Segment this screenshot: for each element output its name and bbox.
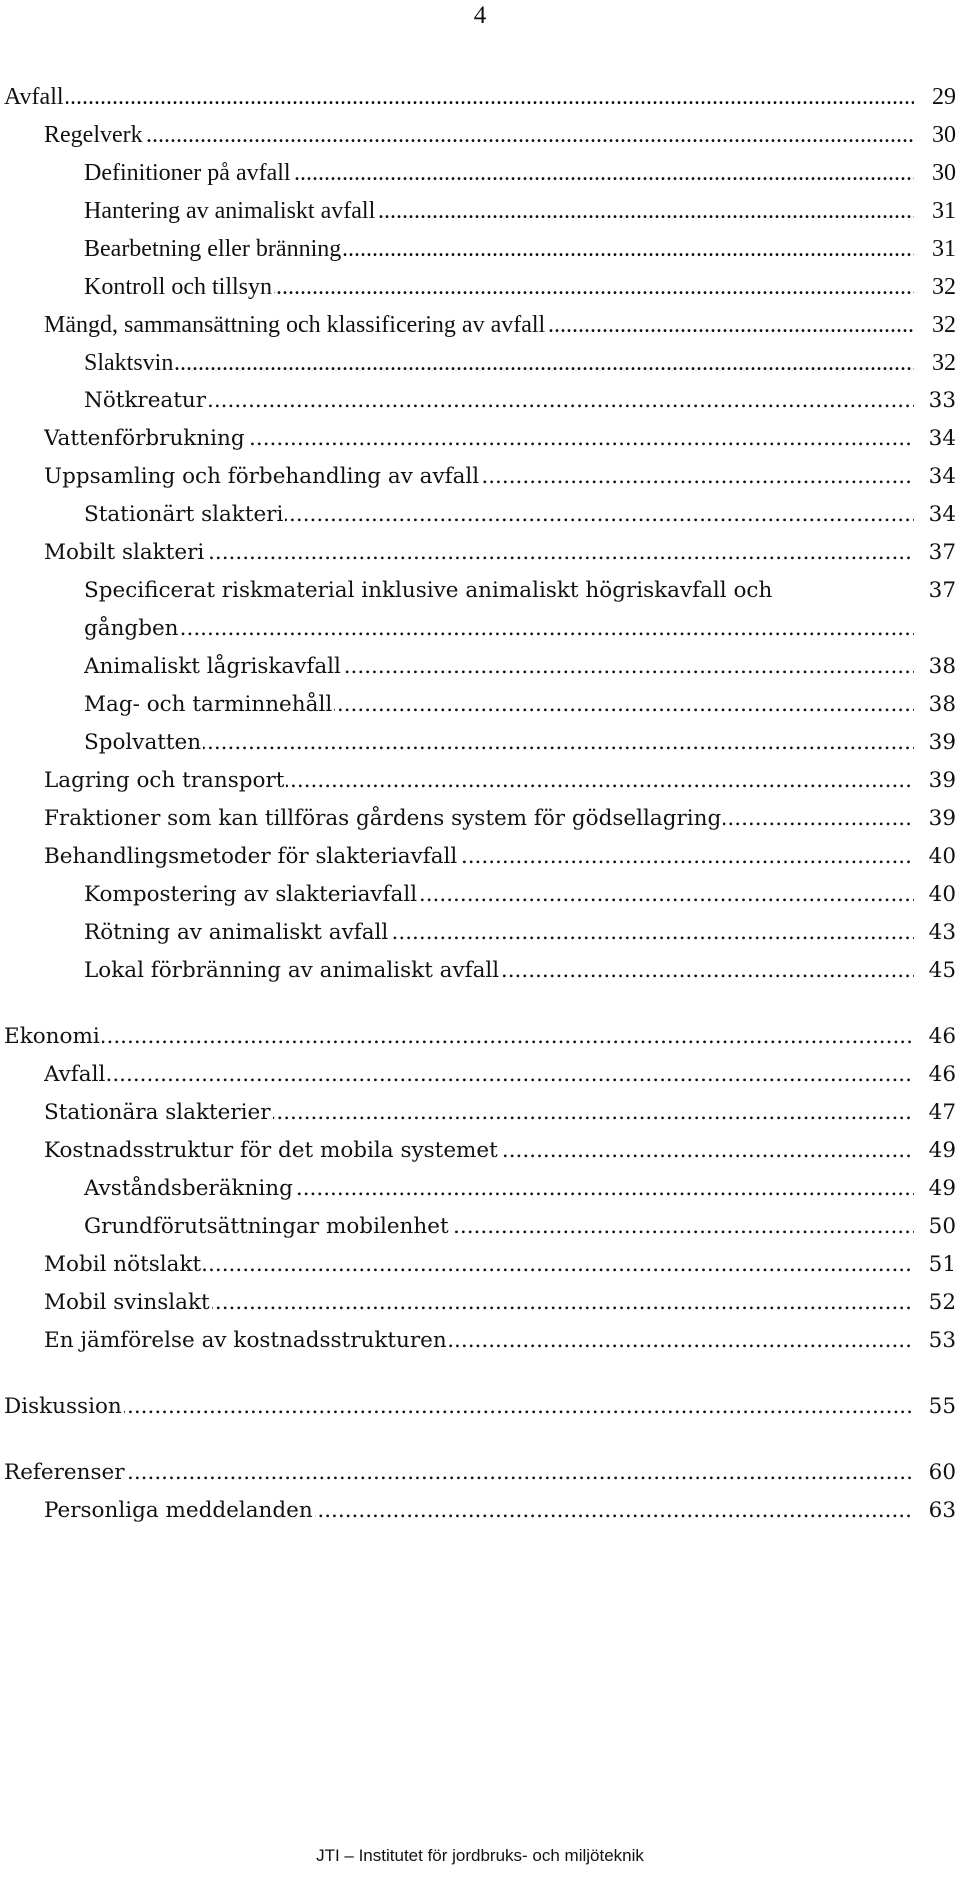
toc-entry[interactable] (0, 952, 960, 990)
toc-entry[interactable] (0, 648, 960, 686)
toc-entry-page: 51 (914, 1246, 956, 1284)
toc-entry[interactable] (0, 116, 960, 154)
toc-entry-title: Vattenförbrukning (44, 426, 245, 451)
toc-entry-title: Mängd, sammansättning och klassificering av avfall (44, 312, 546, 338)
toc-entry-page: 37 (914, 534, 956, 572)
toc-entry-title: Fraktioner som kan tillföras gårdens system för gödsellagring (44, 806, 722, 831)
toc-entry[interactable] (0, 382, 960, 420)
toc-entry[interactable] (0, 268, 960, 306)
toc-leader-dots (4, 1454, 914, 1492)
toc-entry[interactable] (0, 1018, 960, 1056)
toc-leader-dots (84, 268, 914, 306)
toc-entry-title: Mobil svinslakt (44, 1290, 210, 1315)
page-number: 4 (473, 2, 487, 29)
toc-entry-page: 34 (914, 496, 956, 534)
toc-leader-dots (44, 838, 914, 876)
toc-entry-title: gångben (84, 616, 179, 641)
toc-leader-dots (44, 116, 914, 154)
toc-entry-title: Mobil nötslakt (44, 1252, 202, 1277)
toc-entry-title: Hantering av animaliskt avfall (84, 198, 376, 224)
toc-entry[interactable] (0, 306, 960, 344)
toc-entry[interactable] (0, 154, 960, 192)
toc-leader-dots (84, 1208, 914, 1246)
toc-entry[interactable] (0, 344, 960, 382)
toc-entry[interactable] (0, 724, 960, 762)
toc-leader-dots (44, 1056, 914, 1094)
toc-entry-title: Spolvatten (84, 730, 202, 755)
toc-entry-title: Stationärt slakteri (84, 502, 284, 527)
toc-entry[interactable] (0, 1132, 960, 1170)
toc-entry-page: 38 (914, 686, 956, 724)
toc-entry[interactable] (0, 876, 960, 914)
toc-entry[interactable] (0, 686, 960, 724)
toc-leader-dots (84, 496, 914, 534)
toc-entry-page: 46 (914, 1056, 956, 1094)
toc-leader-dots (84, 344, 914, 382)
page-footer: JTI – Institutet för jordbruks- och miljöteknik (316, 1846, 644, 1865)
toc-entry[interactable] (0, 1322, 960, 1360)
toc-entry-title: Slaktsvin (84, 350, 174, 376)
toc-leader-dots (84, 1170, 914, 1208)
toc-entry-page: 55 (914, 1388, 956, 1426)
toc-entry-title: Ekonomi (4, 1024, 100, 1049)
toc-entry-page: 45 (914, 952, 956, 990)
toc-leader-dots (84, 686, 914, 724)
toc-entry-page: 29 (914, 78, 956, 116)
toc-entry-title: Animaliskt lågriskavfall (84, 654, 341, 679)
toc-leader-dots (4, 1018, 914, 1056)
toc-entry-page: 47 (914, 1094, 956, 1132)
toc-entry-page: 50 (914, 1208, 956, 1246)
toc-entry-title: Definitioner på avfall (84, 160, 291, 186)
toc-entry-page: 63 (914, 1492, 956, 1530)
toc-entry-page: 49 (914, 1132, 956, 1170)
toc-leader-dots (84, 648, 914, 686)
toc-entry-title: Rötning av animaliskt avfall (84, 920, 389, 945)
toc-entry-page: 39 (914, 800, 956, 838)
toc-entry-title: Bearbetning eller bränning (84, 236, 342, 262)
toc-entry-title: Regelverk (44, 122, 143, 148)
toc-leader-dots (44, 1246, 914, 1284)
toc-entry-page: 30 (914, 154, 956, 192)
toc-entry-page: 39 (914, 724, 956, 762)
toc-entry-title: Kompostering av slakteriavfall (84, 882, 418, 907)
toc-leader-dots (4, 78, 914, 116)
toc-entry-title: Personliga meddelanden (44, 1498, 313, 1523)
toc-entry[interactable] (0, 1454, 960, 1492)
toc-entry[interactable] (0, 78, 960, 116)
toc-entry-page: 49 (914, 1170, 956, 1208)
toc-entry-title: Avfall (4, 84, 64, 110)
toc-entry-page: 32 (914, 306, 956, 344)
toc-entry[interactable] (0, 1056, 960, 1094)
toc-entry[interactable] (0, 420, 960, 458)
toc-leader-dots (44, 1132, 914, 1170)
toc-entry-page: 32 (914, 344, 956, 382)
toc-entry-title: Stationära slakterier (44, 1100, 271, 1125)
toc-entry-title: Avfall (44, 1062, 106, 1087)
toc-entry-title: Kostnadsstruktur för det mobila systemet (44, 1138, 498, 1163)
toc-entry[interactable] (0, 1208, 960, 1246)
toc-leader-dots (44, 306, 914, 344)
toc-entry[interactable] (0, 496, 960, 534)
toc-entry-title: Nötkreatur (84, 388, 207, 413)
toc-leader-dots (84, 382, 914, 420)
toc-leader-dots (44, 1492, 914, 1530)
toc-entry-title: Avståndsberäkning (84, 1176, 293, 1201)
toc-leader-dots (44, 534, 914, 572)
toc-entry-title: Diskussion (4, 1394, 122, 1419)
toc-entry-page: 31 (914, 230, 956, 268)
toc-entry-page: 37 (914, 572, 956, 610)
toc-entry[interactable] (0, 1284, 960, 1322)
toc-entry-page: 31 (914, 192, 956, 230)
toc-entry-page: 34 (914, 458, 956, 496)
table-of-contents (0, 78, 960, 1530)
toc-leader-dots (44, 1284, 914, 1322)
toc-leader-dots (84, 952, 914, 990)
toc-entry[interactable] (0, 1094, 960, 1132)
toc-leader-dots (44, 800, 914, 838)
toc-leader-dots (4, 1388, 914, 1426)
toc-entry[interactable] (0, 838, 960, 876)
toc-entry-title: Behandlingsmetoder för slakteriavfall (44, 844, 458, 869)
toc-entry[interactable] (0, 230, 960, 268)
toc-leader-dots (84, 610, 914, 648)
toc-entry[interactable] (0, 192, 960, 230)
toc-entry-title-line1: Specificerat riskmaterial inklusive animaliskt högriskavfall och (84, 578, 773, 603)
toc-entry-page: 46 (914, 1018, 956, 1056)
toc-entry-title: En jämförelse av kostnadsstrukturen (44, 1328, 447, 1353)
toc-leader-dots (44, 420, 914, 458)
toc-entry[interactable] (0, 914, 960, 952)
toc-leader-dots (84, 914, 914, 952)
toc-entry-page: 52 (914, 1284, 956, 1322)
toc-leader-dots (84, 724, 914, 762)
toc-entry-title: Mag- och tarminnehåll (84, 692, 333, 717)
toc-leader-dots (44, 1094, 914, 1132)
toc-entry-page: 30 (914, 116, 956, 154)
toc-entry[interactable] (0, 762, 960, 800)
toc-leader-dots (84, 230, 914, 268)
toc-entry-page: 60 (914, 1454, 956, 1492)
toc-entry-title: Lagring och transport (44, 768, 285, 793)
toc-entry-title: Kontroll och tillsyn (84, 274, 272, 300)
toc-leader-dots (44, 458, 914, 496)
toc-entry-page: 53 (914, 1322, 956, 1360)
toc-leader-dots (44, 1322, 914, 1360)
toc-entry-page: 43 (914, 914, 956, 952)
toc-entry-title: Referenser (4, 1460, 125, 1485)
toc-entry-title: Mobilt slakteri (44, 540, 205, 565)
toc-entry[interactable] (0, 1170, 960, 1208)
toc-entry[interactable] (0, 458, 960, 496)
toc-entry[interactable] (0, 1492, 960, 1530)
toc-entry-page: 39 (914, 762, 956, 800)
toc-entry[interactable] (0, 800, 960, 838)
toc-entry[interactable] (0, 534, 960, 572)
toc-entry[interactable] (0, 572, 960, 648)
toc-entry-page: 40 (914, 838, 956, 876)
toc-entry-title: Lokal förbränning av animaliskt avfall (84, 958, 500, 983)
toc-leader-dots (84, 154, 914, 192)
toc-entry-page: 34 (914, 420, 956, 458)
toc-entry-page: 38 (914, 648, 956, 686)
toc-entry-page: 40 (914, 876, 956, 914)
toc-entry-title: Uppsamling och förbehandling av avfall (44, 464, 480, 489)
toc-entry[interactable] (0, 1388, 960, 1426)
toc-leader-dots (84, 876, 914, 914)
toc-entry-title: Grundförutsättningar mobilenhet (84, 1214, 449, 1239)
toc-entry-page: 33 (914, 382, 956, 420)
toc-leader-dots (84, 192, 914, 230)
toc-leader-dots (44, 762, 914, 800)
toc-entry-page: 32 (914, 268, 956, 306)
toc-entry[interactable] (0, 1246, 960, 1284)
